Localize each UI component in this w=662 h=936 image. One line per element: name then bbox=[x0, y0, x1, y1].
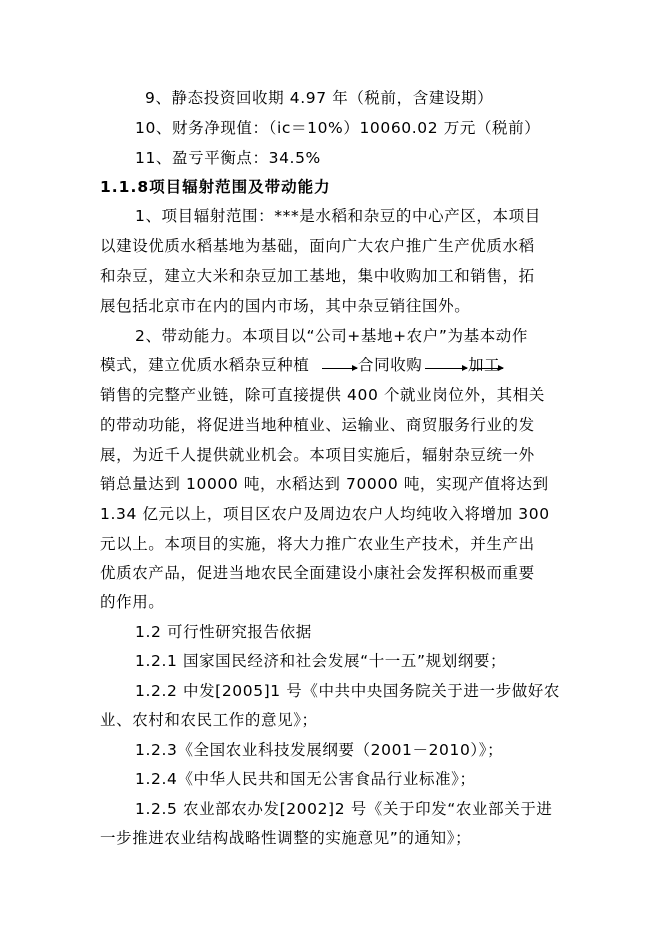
metric-breakeven: 11、盈亏平衡点：34.5% bbox=[135, 149, 321, 167]
section-heading-1-1-8: 1.1.8项目辐射范围及带动能力 bbox=[100, 178, 331, 196]
driving-paragraph-line: 的作用。 bbox=[100, 593, 165, 611]
driving-paragraph-line: 2、带动能力。本项目以“公司+基地+农户”为基本动作 bbox=[135, 327, 528, 345]
section-heading-1-2: 1.2 可行性研究报告依据 bbox=[135, 623, 312, 641]
flow-arrow-icon bbox=[322, 368, 357, 369]
basis-item-line: 1.2.1 国家国民经济和社会发展“十一五”规划纲要； bbox=[135, 652, 507, 670]
flow-step-processing: 加工 bbox=[468, 356, 501, 374]
radiation-paragraph-line: 展包括北京市在内的国内市场，其中杂豆销往国外。 bbox=[100, 297, 471, 315]
flow-arrow-icon bbox=[425, 368, 467, 369]
radiation-paragraph-line: 和杂豆，建立大米和杂豆加工基地，集中收购加工和销售，拓 bbox=[100, 267, 535, 285]
basis-item-line: 1.2.3《全国农业科技发展纲要（2001－2010）》； bbox=[135, 741, 504, 759]
driving-paragraph-line: 销总量达到 10000 吨，水稻达到 70000 吨，实现产值将达到 bbox=[100, 475, 549, 493]
radiation-paragraph-line: 1、项目辐射范围：***是水稻和杂豆的中心产区，本项目 bbox=[135, 207, 541, 225]
flow-step-contract-purchase: 合同收购 bbox=[358, 356, 423, 374]
metric-npv: 10、财务净现值：（ic＝10%）10060.02 万元（税前） bbox=[135, 119, 541, 137]
metric-payback: 9、静态投资回收期 4.97 年（税前，含建设期） bbox=[145, 89, 494, 107]
driving-paragraph-line: 展，为近千人提供就业机会。本项目实施后，辐射杂豆统一外 bbox=[100, 446, 535, 464]
driving-paragraph-line: 销售的完整产业链，除可直接提供 400 个就业岗位外，其相关 bbox=[100, 386, 545, 404]
flow-arrow-icon bbox=[471, 368, 503, 369]
basis-item-line: 1.2.5 农业部农办发[2002]2 号《关于印发“农业部关于进 bbox=[135, 800, 553, 818]
driving-paragraph-line: 的带动功能，将促进当地种植业、运输业、商贸服务行业的发 bbox=[100, 416, 535, 434]
basis-item-line: 业、农村和农民工作的意见》； bbox=[100, 711, 318, 729]
driving-paragraph-line: 优质农产品，促进当地农民全面建设小康社会发挥积极而重要 bbox=[100, 564, 535, 582]
driving-paragraph-line: 1.34 亿元以上，项目区农户及周边农户人均纯收入将增加 300 bbox=[100, 505, 550, 523]
radiation-paragraph-line: 以建设优质水稻基地为基础，面向广大农户推广生产优质水稻 bbox=[100, 237, 535, 255]
basis-item-line: 1.2.4《中华人民共和国无公害食品行业标准》； bbox=[135, 770, 476, 788]
basis-item-line: 一步推进农业结构战略性调整的实施意见”的通知》； bbox=[100, 829, 472, 847]
driving-paragraph-line: 模式，建立优质水稻杂豆种植 bbox=[100, 356, 310, 374]
driving-paragraph-line: 元以上。本项目的实施，将大力推广农业生产技术，并生产出 bbox=[100, 535, 535, 553]
basis-item-line: 1.2.2 中发[2005]1 号《中共中央国务院关于进一步做好农 bbox=[135, 682, 560, 700]
